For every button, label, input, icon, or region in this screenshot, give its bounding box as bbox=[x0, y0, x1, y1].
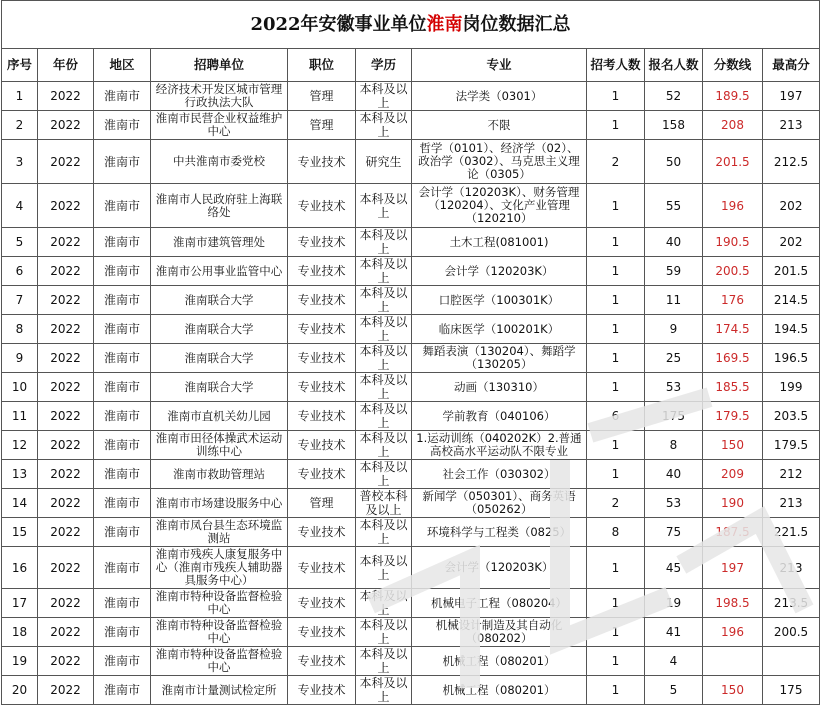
row-year: 2022 bbox=[38, 344, 94, 373]
header-post: 职位 bbox=[288, 49, 356, 82]
row-year: 2022 bbox=[38, 402, 94, 431]
row-region: 淮南市 bbox=[94, 402, 151, 431]
row-post: 管理 bbox=[288, 111, 356, 140]
row-applicants: 75 bbox=[645, 518, 703, 547]
row-no: 3 bbox=[2, 140, 38, 184]
row-max-score: 201.5 bbox=[763, 257, 820, 286]
row-post: 专业技术 bbox=[288, 547, 356, 589]
row-year: 2022 bbox=[38, 315, 94, 344]
row-region: 淮南市 bbox=[94, 344, 151, 373]
row-no: 13 bbox=[2, 460, 38, 489]
row-applicants: 59 bbox=[645, 257, 703, 286]
row-no: 12 bbox=[2, 431, 38, 460]
row-major: 机械设计制造及其自动化（080202） bbox=[412, 618, 587, 647]
row-region: 淮南市 bbox=[94, 431, 151, 460]
row-post: 专业技术 bbox=[288, 518, 356, 547]
row-no: 2 bbox=[2, 111, 38, 140]
row-unit: 淮南联合大学 bbox=[151, 344, 288, 373]
row-score-line: 179.5 bbox=[703, 402, 763, 431]
row-education: 本科及以上 bbox=[356, 676, 412, 705]
row-major: 会计学（120203K） bbox=[412, 257, 587, 286]
row-unit: 淮南联合大学 bbox=[151, 315, 288, 344]
row-score-line: 190.5 bbox=[703, 228, 763, 257]
row-no: 9 bbox=[2, 344, 38, 373]
table-row bbox=[2, 547, 820, 589]
row-post: 专业技术 bbox=[288, 618, 356, 647]
row-education: 本科及以上 bbox=[356, 373, 412, 402]
row-post: 专业技术 bbox=[288, 589, 356, 618]
row-quota: 1 bbox=[587, 257, 645, 286]
row-region: 淮南市 bbox=[94, 82, 151, 111]
row-max-score: 221.5 bbox=[763, 518, 820, 547]
row-applicants: 40 bbox=[645, 460, 703, 489]
row-applicants: 53 bbox=[645, 373, 703, 402]
row-major: 哲学（0101）、经济学（02）、政治学（0302）、马克思主义理论（0305） bbox=[412, 140, 587, 184]
row-year: 2022 bbox=[38, 257, 94, 286]
row-max-score: 203.5 bbox=[763, 402, 820, 431]
table-row bbox=[2, 589, 820, 618]
row-education: 本科及以上 bbox=[356, 518, 412, 547]
row-score-line: 190 bbox=[703, 489, 763, 518]
row-year: 2022 bbox=[38, 373, 94, 402]
row-quota: 6 bbox=[587, 402, 645, 431]
row-unit: 中共淮南市委党校 bbox=[151, 140, 288, 184]
row-unit: 淮南市凤台县生态环境监测站 bbox=[151, 518, 288, 547]
table-row bbox=[2, 140, 820, 184]
row-no: 19 bbox=[2, 647, 38, 676]
row-max-score: 213 bbox=[763, 547, 820, 589]
row-applicants: 19 bbox=[645, 589, 703, 618]
row-year: 2022 bbox=[38, 111, 94, 140]
row-no: 8 bbox=[2, 315, 38, 344]
row-post: 专业技术 bbox=[288, 228, 356, 257]
header-row bbox=[2, 49, 820, 82]
row-unit: 淮南市建筑管理处 bbox=[151, 228, 288, 257]
table-row bbox=[2, 460, 820, 489]
row-education: 普校本科及以上 bbox=[356, 489, 412, 518]
row-major: 土木工程(081001) bbox=[412, 228, 587, 257]
row-post: 专业技术 bbox=[288, 402, 356, 431]
row-year: 2022 bbox=[38, 460, 94, 489]
row-year: 2022 bbox=[38, 184, 94, 228]
row-applicants: 41 bbox=[645, 618, 703, 647]
row-year: 2022 bbox=[38, 647, 94, 676]
row-score-line: 150 bbox=[703, 676, 763, 705]
row-applicants: 52 bbox=[645, 82, 703, 111]
row-year: 2022 bbox=[38, 618, 94, 647]
table-row bbox=[2, 373, 820, 402]
header-region: 地区 bbox=[94, 49, 151, 82]
row-major: 机械工程（080201） bbox=[412, 647, 587, 676]
row-unit: 淮南市特种设备监督检验中心 bbox=[151, 647, 288, 676]
row-education: 本科及以上 bbox=[356, 547, 412, 589]
table-body bbox=[2, 82, 820, 705]
row-unit: 淮南市直机关幼儿园 bbox=[151, 402, 288, 431]
row-major: 会计学（120203K） bbox=[412, 547, 587, 589]
row-score-line: 208 bbox=[703, 111, 763, 140]
row-quota: 1 bbox=[587, 618, 645, 647]
row-region: 淮南市 bbox=[94, 286, 151, 315]
row-max-score: 213 bbox=[763, 489, 820, 518]
row-quota: 1 bbox=[587, 373, 645, 402]
row-applicants: 8 bbox=[645, 431, 703, 460]
row-year: 2022 bbox=[38, 547, 94, 589]
row-education: 本科及以上 bbox=[356, 228, 412, 257]
title-suffix: 岗位数据汇总 bbox=[462, 14, 571, 35]
row-year: 2022 bbox=[38, 489, 94, 518]
row-no: 6 bbox=[2, 257, 38, 286]
row-max-score: 213 bbox=[763, 111, 820, 140]
row-year: 2022 bbox=[38, 589, 94, 618]
row-major: 新闻学（050301）、商务英语（050262） bbox=[412, 489, 587, 518]
row-max-score: 202 bbox=[763, 184, 820, 228]
row-applicants: 158 bbox=[645, 111, 703, 140]
row-education: 本科及以上 bbox=[356, 344, 412, 373]
row-score-line: 198.5 bbox=[703, 589, 763, 618]
row-unit: 淮南市特种设备监督检验中心 bbox=[151, 618, 288, 647]
header-quota: 招考人数 bbox=[587, 49, 645, 82]
row-applicants: 5 bbox=[645, 676, 703, 705]
row-education: 本科及以上 bbox=[356, 82, 412, 111]
row-score-line: 189.5 bbox=[703, 82, 763, 111]
row-max-score: 212 bbox=[763, 460, 820, 489]
table-row bbox=[2, 344, 820, 373]
row-score-line: 196 bbox=[703, 618, 763, 647]
row-major: 法学类（0301） bbox=[412, 82, 587, 111]
row-max-score: 213.5 bbox=[763, 589, 820, 618]
row-education: 本科及以上 bbox=[356, 618, 412, 647]
row-quota: 2 bbox=[587, 140, 645, 184]
row-score-line: 197 bbox=[703, 547, 763, 589]
row-major: 舞蹈表演（130204）、舞蹈学（130205） bbox=[412, 344, 587, 373]
row-applicants: 4 bbox=[645, 647, 703, 676]
header-major: 专业 bbox=[412, 49, 587, 82]
row-region: 淮南市 bbox=[94, 257, 151, 286]
row-max-score: 199 bbox=[763, 373, 820, 402]
header-education: 学历 bbox=[356, 49, 412, 82]
row-region: 淮南市 bbox=[94, 647, 151, 676]
row-quota: 1 bbox=[587, 111, 645, 140]
row-post: 专业技术 bbox=[288, 344, 356, 373]
row-education: 本科及以上 bbox=[356, 184, 412, 228]
row-year: 2022 bbox=[38, 228, 94, 257]
row-region: 淮南市 bbox=[94, 589, 151, 618]
row-region: 淮南市 bbox=[94, 373, 151, 402]
table-row bbox=[2, 82, 820, 111]
row-quota: 1 bbox=[587, 82, 645, 111]
row-year: 2022 bbox=[38, 286, 94, 315]
row-max-score: 212.5 bbox=[763, 140, 820, 184]
row-education: 本科及以上 bbox=[356, 589, 412, 618]
row-quota: 1 bbox=[587, 589, 645, 618]
row-education: 本科及以上 bbox=[356, 286, 412, 315]
row-applicants: 40 bbox=[645, 228, 703, 257]
row-year: 2022 bbox=[38, 676, 94, 705]
row-education: 本科及以上 bbox=[356, 431, 412, 460]
row-quota: 2 bbox=[587, 489, 645, 518]
row-education: 本科及以上 bbox=[356, 257, 412, 286]
row-applicants: 11 bbox=[645, 286, 703, 315]
row-education: 本科及以上 bbox=[356, 315, 412, 344]
row-unit: 淮南联合大学 bbox=[151, 286, 288, 315]
title-prefix: 2022年安徽事业单位 bbox=[250, 14, 427, 35]
row-region: 淮南市 bbox=[94, 315, 151, 344]
row-major: 动画（130310） bbox=[412, 373, 587, 402]
row-no: 20 bbox=[2, 676, 38, 705]
row-post: 专业技术 bbox=[288, 140, 356, 184]
row-applicants: 25 bbox=[645, 344, 703, 373]
row-no: 14 bbox=[2, 489, 38, 518]
row-quota: 1 bbox=[587, 184, 645, 228]
row-quota: 1 bbox=[587, 547, 645, 589]
row-unit: 淮南市救助管理站 bbox=[151, 460, 288, 489]
row-quota: 1 bbox=[587, 647, 645, 676]
row-max-score bbox=[763, 647, 820, 676]
row-post: 专业技术 bbox=[288, 184, 356, 228]
row-education: 本科及以上 bbox=[356, 460, 412, 489]
row-major: 学前教育（040106） bbox=[412, 402, 587, 431]
row-score-line: 209 bbox=[703, 460, 763, 489]
row-major: 临床医学（100201K） bbox=[412, 315, 587, 344]
row-applicants: 9 bbox=[645, 315, 703, 344]
row-max-score: 197 bbox=[763, 82, 820, 111]
table-row bbox=[2, 228, 820, 257]
row-score-line: 196 bbox=[703, 184, 763, 228]
row-region: 淮南市 bbox=[94, 618, 151, 647]
table-row bbox=[2, 257, 820, 286]
row-no: 5 bbox=[2, 228, 38, 257]
row-year: 2022 bbox=[38, 431, 94, 460]
table-row bbox=[2, 489, 820, 518]
row-max-score: 175 bbox=[763, 676, 820, 705]
row-unit: 淮南市公用事业监管中心 bbox=[151, 257, 288, 286]
row-max-score: 214.5 bbox=[763, 286, 820, 315]
row-no: 7 bbox=[2, 286, 38, 315]
row-post: 专业技术 bbox=[288, 315, 356, 344]
row-unit: 淮南市残疾人康复服务中心（淮南市残疾人辅助器具服务中心） bbox=[151, 547, 288, 589]
row-unit: 淮南市市场建设服务中心 bbox=[151, 489, 288, 518]
header-score-line: 分数线 bbox=[703, 49, 763, 82]
data-table bbox=[1, 0, 820, 705]
row-no: 15 bbox=[2, 518, 38, 547]
row-major: 环境科学与工程类（0825） bbox=[412, 518, 587, 547]
row-quota: 1 bbox=[587, 431, 645, 460]
row-region: 淮南市 bbox=[94, 228, 151, 257]
row-post: 专业技术 bbox=[288, 647, 356, 676]
row-score-line: 200.5 bbox=[703, 257, 763, 286]
row-score-line: 201.5 bbox=[703, 140, 763, 184]
row-no: 16 bbox=[2, 547, 38, 589]
row-score-line: 187.5 bbox=[703, 518, 763, 547]
row-education: 本科及以上 bbox=[356, 402, 412, 431]
row-year: 2022 bbox=[38, 82, 94, 111]
row-post: 专业技术 bbox=[288, 431, 356, 460]
row-quota: 1 bbox=[587, 344, 645, 373]
row-score-line bbox=[703, 647, 763, 676]
table-row bbox=[2, 184, 820, 228]
header-no: 序号 bbox=[2, 49, 38, 82]
row-major: 机械工程（080201） bbox=[412, 676, 587, 705]
table-row bbox=[2, 518, 820, 547]
header-unit: 招聘单位 bbox=[151, 49, 288, 82]
row-major: 会计学（120203K）、财务管理（120204）、文化产业管理（120210） bbox=[412, 184, 587, 228]
row-score-line: 176 bbox=[703, 286, 763, 315]
table-row bbox=[2, 676, 820, 705]
table-row bbox=[2, 431, 820, 460]
row-post: 专业技术 bbox=[288, 286, 356, 315]
row-year: 2022 bbox=[38, 518, 94, 547]
row-education: 本科及以上 bbox=[356, 111, 412, 140]
table-row bbox=[2, 315, 820, 344]
row-no: 1 bbox=[2, 82, 38, 111]
row-quota: 1 bbox=[587, 676, 645, 705]
row-region: 淮南市 bbox=[94, 489, 151, 518]
row-region: 淮南市 bbox=[94, 676, 151, 705]
row-applicants: 50 bbox=[645, 140, 703, 184]
table-row bbox=[2, 618, 820, 647]
row-score-line: 150 bbox=[703, 431, 763, 460]
row-education: 研究生 bbox=[356, 140, 412, 184]
row-unit: 淮南市特种设备监督检验中心 bbox=[151, 589, 288, 618]
row-quota: 1 bbox=[587, 228, 645, 257]
table-row bbox=[2, 647, 820, 676]
row-max-score: 202 bbox=[763, 228, 820, 257]
row-unit: 淮南市计量测试检定所 bbox=[151, 676, 288, 705]
row-no: 17 bbox=[2, 589, 38, 618]
row-no: 10 bbox=[2, 373, 38, 402]
row-unit: 淮南市田径体操武术运动训练中心 bbox=[151, 431, 288, 460]
row-region: 淮南市 bbox=[94, 184, 151, 228]
row-region: 淮南市 bbox=[94, 460, 151, 489]
table-row bbox=[2, 286, 820, 315]
row-major: 机械电子工程（080204） bbox=[412, 589, 587, 618]
row-post: 管理 bbox=[288, 82, 356, 111]
table-row bbox=[2, 402, 820, 431]
row-applicants: 55 bbox=[645, 184, 703, 228]
row-no: 11 bbox=[2, 402, 38, 431]
table-row bbox=[2, 111, 820, 140]
row-post: 专业技术 bbox=[288, 676, 356, 705]
row-major: 不限 bbox=[412, 111, 587, 140]
row-unit: 淮南市民营企业权益维护中心 bbox=[151, 111, 288, 140]
row-region: 淮南市 bbox=[94, 547, 151, 589]
row-max-score: 200.5 bbox=[763, 618, 820, 647]
row-unit: 淮南联合大学 bbox=[151, 373, 288, 402]
row-major: 社会工作（030302） bbox=[412, 460, 587, 489]
row-applicants: 175 bbox=[645, 402, 703, 431]
header-year: 年份 bbox=[38, 49, 94, 82]
row-unit: 经济技术开发区城市管理行政执法大队 bbox=[151, 82, 288, 111]
row-post: 管理 bbox=[288, 489, 356, 518]
row-max-score: 196.5 bbox=[763, 344, 820, 373]
header-applicants: 报名人数 bbox=[645, 49, 703, 82]
row-score-line: 185.5 bbox=[703, 373, 763, 402]
row-score-line: 169.5 bbox=[703, 344, 763, 373]
row-quota: 1 bbox=[587, 460, 645, 489]
row-applicants: 45 bbox=[645, 547, 703, 589]
row-education: 本科及以上 bbox=[356, 647, 412, 676]
row-quota: 1 bbox=[587, 286, 645, 315]
row-region: 淮南市 bbox=[94, 140, 151, 184]
row-max-score: 179.5 bbox=[763, 431, 820, 460]
row-quota: 1 bbox=[587, 315, 645, 344]
row-major: 口腔医学（100301K） bbox=[412, 286, 587, 315]
row-post: 专业技术 bbox=[288, 257, 356, 286]
title-highlight: 淮南 bbox=[426, 14, 463, 35]
header-max-score: 最高分 bbox=[763, 49, 820, 82]
row-unit: 淮南市人民政府驻上海联络处 bbox=[151, 184, 288, 228]
row-post: 专业技术 bbox=[288, 373, 356, 402]
row-score-line: 174.5 bbox=[703, 315, 763, 344]
row-post: 专业技术 bbox=[288, 460, 356, 489]
row-max-score: 194.5 bbox=[763, 315, 820, 344]
page-title bbox=[1, 0, 820, 48]
row-quota: 8 bbox=[587, 518, 645, 547]
row-region: 淮南市 bbox=[94, 518, 151, 547]
row-major: 1.运动训练（040202K）2.普通高校高水平运动队不限专业 bbox=[412, 431, 587, 460]
row-region: 淮南市 bbox=[94, 111, 151, 140]
row-year: 2022 bbox=[38, 140, 94, 184]
row-applicants: 53 bbox=[645, 489, 703, 518]
row-no: 4 bbox=[2, 184, 38, 228]
row-no: 18 bbox=[2, 618, 38, 647]
